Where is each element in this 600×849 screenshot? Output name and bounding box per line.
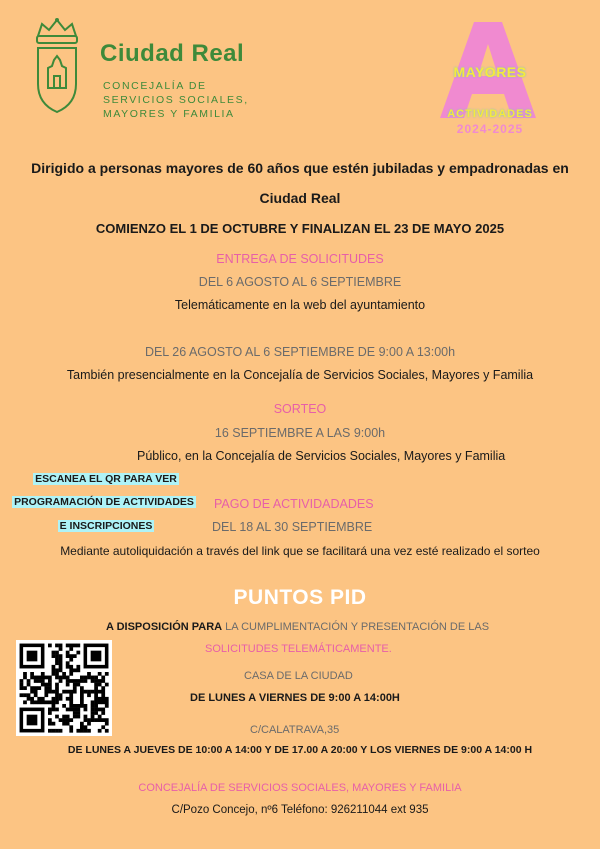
pid-intro: LA CUMPLIMENTACIÓN Y PRESENTACIÓN DE LAS bbox=[222, 621, 490, 633]
department-line: SERVICIOS SOCIALES, bbox=[103, 94, 249, 106]
body-text: Telemáticamente en la web del ayuntamiento bbox=[174, 298, 426, 312]
pid-intro-bold: A DISPOSICIÓN PARA bbox=[106, 621, 223, 633]
pid-place: C/CALATRAVA,35 bbox=[250, 724, 340, 736]
body-text: Mediante autoliquidación a través del link que se facilitará una vez esté realizado el sorteo bbox=[60, 544, 540, 558]
pid-intro: SOLICITUDES TELEMÁTICAMENTE. bbox=[205, 643, 392, 655]
qr-note: E INSCRIPCIONES bbox=[59, 520, 153, 532]
pid-hours: DE LUNES A VIERNES DE 9:00 A 14:00H bbox=[190, 692, 400, 704]
program-logo bbox=[430, 14, 550, 142]
section-title: ENTREGA DE SOLICITUDES bbox=[216, 252, 384, 266]
coat-of-arms-logo bbox=[32, 16, 82, 116]
body-text: Público, en la Concejalía de Servicios Sociales, Mayores y Familia bbox=[137, 449, 506, 463]
pid-place: CASA DE LA CIUDAD bbox=[244, 670, 353, 682]
date-range: DEL 18 AL 30 SEPTIEMBRE bbox=[212, 520, 373, 534]
department-line: MAYORES Y FAMILIA bbox=[103, 108, 235, 120]
program-logo-word: ACTIVIDADES bbox=[447, 108, 533, 120]
footer-org: CONCEJALÍA DE SERVICIOS SOCIALES, MAYORES Y FAMILIA bbox=[138, 782, 462, 794]
intro-line: Dirigido a personas mayores de 60 años que estén jubiladas y empadronadas en bbox=[31, 160, 569, 176]
date-range: DEL 6 AGOSTO AL 6 SEPTIEMBRE bbox=[198, 275, 402, 289]
qr-code[interactable] bbox=[16, 640, 112, 736]
date-range: 16 SEPTIEMBRE A LAS 9:00h bbox=[214, 426, 386, 440]
course-dates: COMIENZO EL 1 DE OCTUBRE Y FINALIZAN EL 23 DE MAYO 2025 bbox=[95, 221, 505, 236]
qr-note: PROGRAMACIÓN DE ACTIVIDADES bbox=[14, 496, 194, 508]
pid-hours: DE LUNES A JUEVES DE 10:00 A 14:00 Y DE 17.00 A 20:00 Y LOS VIERNES DE 9:00 A 14:00 H bbox=[67, 744, 533, 756]
program-logo-word: MAYORES bbox=[453, 64, 527, 80]
brand-name: Ciudad Real bbox=[100, 40, 245, 67]
footer-contact: C/Pozo Concejo, nº6 Teléfono: 926211044 ext 935 bbox=[171, 804, 429, 816]
intro-line: Ciudad Real bbox=[259, 190, 341, 206]
section-title: SORTEO bbox=[273, 402, 327, 416]
qr-note: ESCANEA EL QR PARA VER bbox=[35, 473, 177, 485]
pid-title: PUNTOS PID bbox=[233, 586, 367, 609]
program-logo-years: 2024-2025 bbox=[456, 122, 524, 136]
date-range: DEL 26 AGOSTO AL 6 SEPTIEMBRE DE 9:00 A 13:00h bbox=[144, 345, 456, 359]
department-line: CONCEJALÍA DE bbox=[103, 80, 207, 92]
section-title: PAGO DE ACTIVIDADADES bbox=[214, 497, 374, 511]
body-text: También presencialmente en la Concejalía de Servicios Sociales, Mayores y Familia bbox=[66, 368, 534, 382]
